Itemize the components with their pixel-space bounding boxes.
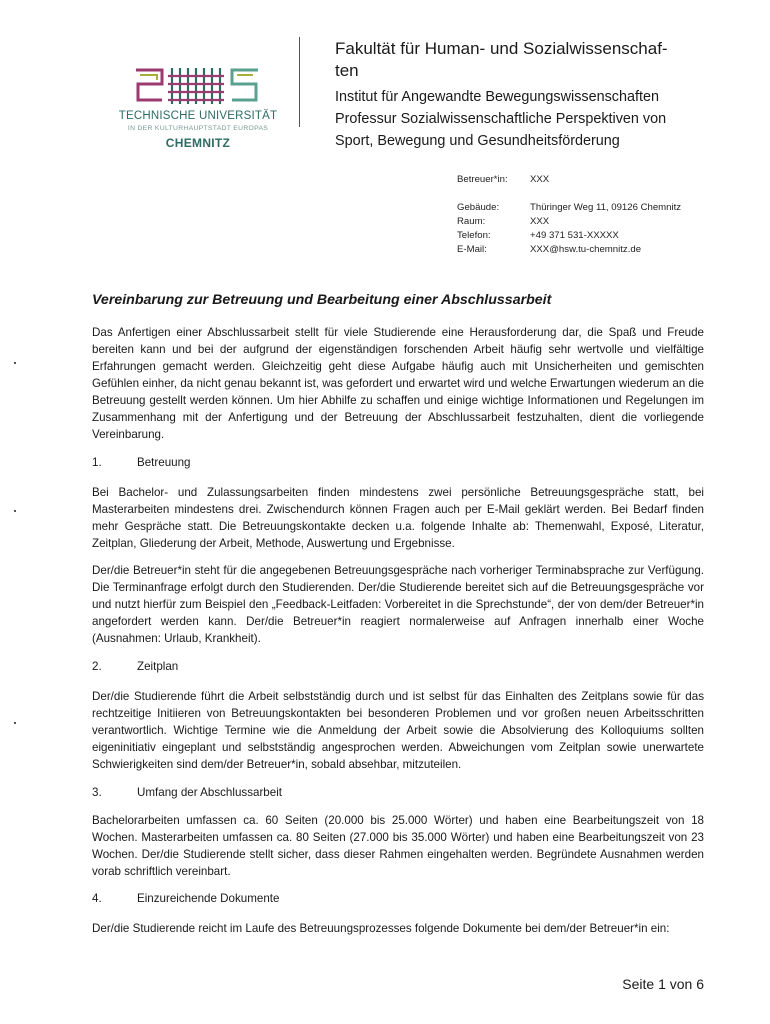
- logo-mark-icon: [134, 66, 262, 106]
- contact-value: XXX: [530, 174, 550, 185]
- section-title: Zeitplan: [137, 660, 179, 673]
- logo-city: CHEMNITZ: [165, 136, 231, 150]
- page-number: Seite 1 von 6: [622, 976, 704, 992]
- header-divider: [299, 37, 300, 127]
- contact-label: Raum:: [457, 216, 486, 227]
- section-number: 4.: [92, 892, 102, 905]
- institute-line-3: Sport, Bewegung und Gesundheitsförderung: [335, 133, 620, 149]
- university-logo: [108, 62, 288, 154]
- intro-paragraph: Das Anfertigen einer Abschlussarbeit stellt für viele Studierende eine Herausforderung dar, die Spaß und Freude bereiten kann und bei der aufgrund der eigenständigen forschenden Arbeit häufig sehr wertvolle und vielfältige Erfahrungen gemacht werden. Gleichzeitig geht diese Aufgabe häufig auch mit Unsicherheiten und gemischten Gefühlen einher, da nicht genau bekannt ist, was gefordert und erwartet wird und welche Erwartungen wiederum an die Betreuung gestellt werden können. Um hier Abhilfe zu schaffen und einige wichtige Informationen und Regelungen im Zusammenhang mit der Anfertigung und der Betreuung der Abschlussarbeit festzuhalten, dient die vorliegende Vereinbarung.: [92, 326, 704, 441]
- section-paragraph: Der/die Studierende reicht im Laufe des Betreuungsprozesses folgende Dokumente bei dem/der Betreuer*in ein:: [92, 922, 670, 935]
- punch-mark: [14, 362, 16, 364]
- logo-tagline: IN DER KULTURHAUPTSTADT EUROPAS: [127, 125, 269, 132]
- section-paragraph: Bei Bachelor- und Zulassungsarbeiten finden mindestens zwei persönliche Betreuungsgespräche statt, bei Masterarbeiten mindestens drei. Zwischendurch können Fragen auch per E-Mail geklärt werden. Bei Bedarf finden mehr Gespräche statt. Die Betreuungskontakte decken u.a. folgende Inhalte ab: Themenwahl, Exposé, Literatur, Zeitplan, Gliederung der Arbeit, Methode, Auswertung und Ergebnisse.: [92, 486, 704, 550]
- contact-label: Gebäude:: [457, 202, 500, 213]
- contact-value: Thüringer Weg 11, 09126 Chemnitz: [530, 202, 682, 213]
- document-title: Vereinbarung zur Betreuung und Bearbeitung einer Abschlussarbeit: [92, 292, 552, 308]
- section-title: Betreuung: [137, 456, 191, 469]
- faculty-line-2: ten: [335, 61, 359, 80]
- contact-label: Telefon:: [457, 230, 491, 241]
- section-title: Einzureichende Dokumente: [137, 892, 280, 905]
- contact-value: +49 371 531-XXXXX: [530, 230, 619, 241]
- section-paragraph: Der/die Betreuer*in steht für die angegebenen Betreuungsgespräche nach vorheriger Terminabsprache zur Verfügung. Die Terminanfrage erfolgt durch den Studierenden. Der/die Studierende bereitet sich auf die Betreuungsgespräche vor und nutzt hierfür zum Beispiel den „Feedback-Leitfaden: Vorbereitet in die Sprechstunde“, der von dem/der Betreuer*in angefordert werden kann. Der/die Betreuer*in reagiert normalerweise auf Anfragen innerhalb einer Woche (Ausnahmen: Urlaub, Krankheit).: [92, 564, 704, 645]
- section-paragraph: Bachelorarbeiten umfassen ca. 60 Seiten (20.000 bis 25.000 Wörter) und haben eine Bearbeitungszeit von 18 Wochen. Masterarbeiten umfassen ca. 80 Seiten (27.000 bis 35.000 Wörter) und haben eine Bearbeitungszeit von 23 Wochen. Der/die Studierende stellt sicher, dass dieser Rahmen eingehalten werden. Begründete Ausnahmen werden vorab schriftlich vereinbart.: [92, 814, 704, 878]
- section-number: 2.: [92, 660, 102, 673]
- institute-line-2: Professur Sozialwissenschaftliche Perspektiven von: [335, 111, 667, 127]
- faculty-name: [335, 38, 715, 82]
- institute-line-1: Institut für Angewandte Bewegungswissenschaften: [335, 89, 659, 105]
- institute-name: [335, 86, 715, 152]
- section-paragraph: Der/die Studierende führt die Arbeit selbstständig durch und ist selbst für das Einhalten des Zeitplans sowie für das rechtzeitige Initiieren von Betreuungskontakten bei besonderen Problemen und vor großen neuen Arbeitsschritten verantwortlich. Wichtige Termine wie die Anmeldung der Arbeit sowie die Absolvierung des Kolloquiums sollten eigeninitiativ eingeplant und selbstständig angesprochen werden. Abweichungen vom Zeitplan sowie unerwartete Schwierigkeiten sind dem/der Betreuer*in, sobald absehbar, mitzuteilen.: [92, 690, 704, 771]
- section-number: 1.: [92, 456, 102, 469]
- section-number: 3.: [92, 786, 102, 799]
- punch-mark: [14, 722, 16, 724]
- punch-mark: [14, 510, 16, 512]
- logo-university-name: TECHNISCHE UNIVERSITÄT: [118, 110, 278, 122]
- contact-label: E-Mail:: [457, 244, 487, 255]
- faculty-line-1: Fakultät für Human- und Sozialwissenschaf-: [335, 39, 668, 58]
- contact-value: XXX: [530, 216, 550, 227]
- section-title: Umfang der Abschlussarbeit: [137, 786, 282, 799]
- contact-value: XXX@hsw.tu-chemnitz.de: [530, 244, 642, 255]
- contact-label: Betreuer*in:: [457, 174, 508, 185]
